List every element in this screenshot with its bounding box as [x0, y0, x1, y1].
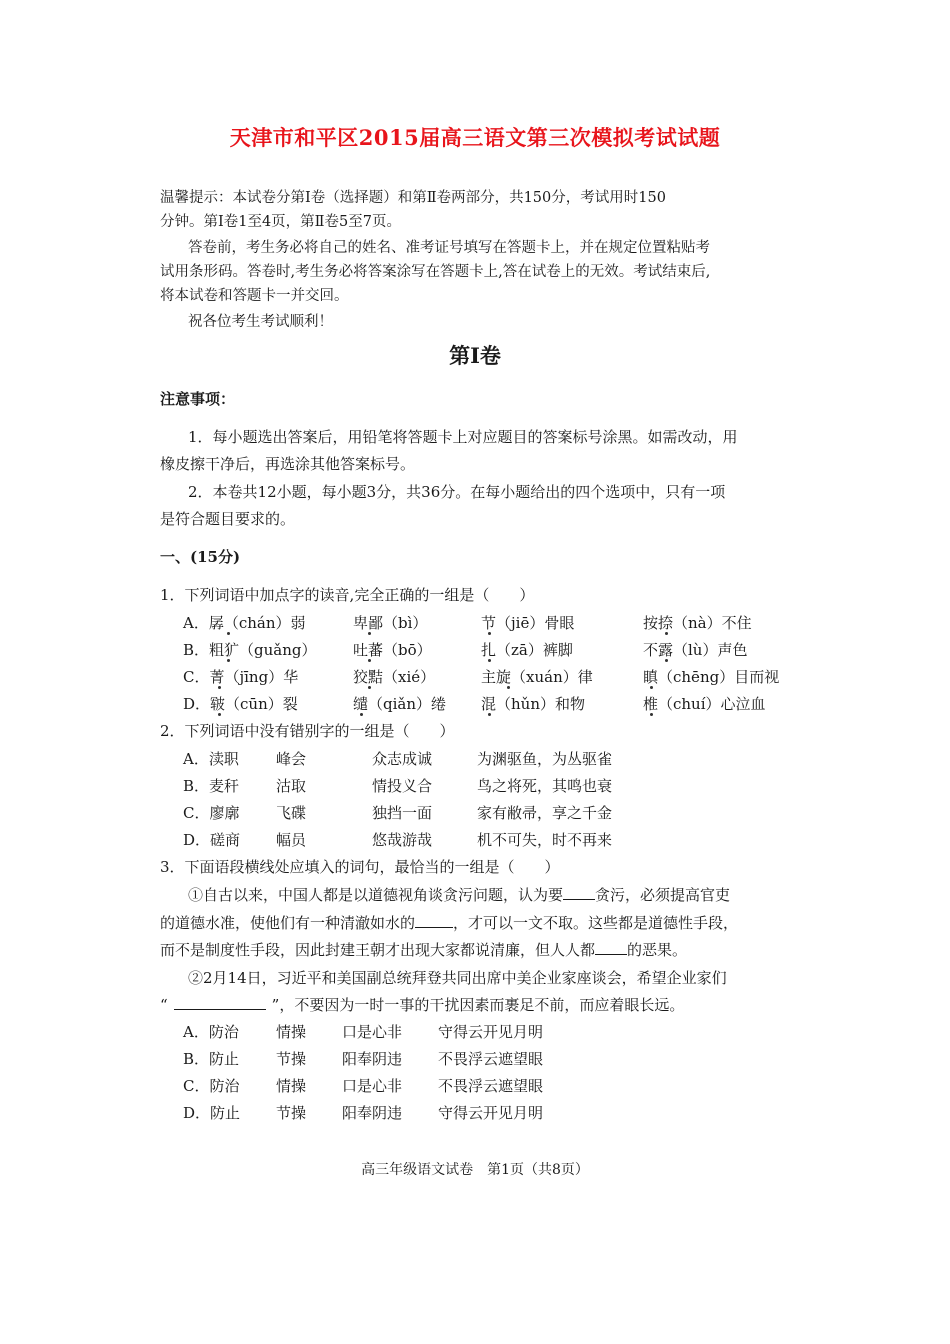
attention-item-2-line-1: 2．本卷共12小题，每小题3分，共36分。在每小题给出的四个选项中，只有一项: [188, 483, 726, 501]
q3-c-1: C．防治: [183, 1077, 240, 1095]
fill-blank: [563, 899, 595, 900]
q3-d-2: 节操: [276, 1104, 307, 1122]
q1-d-4: 椎（chuí）心泣血: [643, 695, 766, 713]
attention-item-1-line-2: 橡皮擦干净后，再选涂其他答案标号。: [160, 455, 416, 473]
emphasis-dot: [227, 632, 230, 635]
q1-a-3: 节（jiē）骨眼: [481, 614, 575, 632]
q2-d-4: 机不可失，时不再来: [477, 831, 613, 849]
emphasis-dot: [218, 713, 221, 716]
q1-b-2: 吐蕃（bō）: [353, 641, 432, 659]
attention-heading: 注意事项：: [160, 390, 236, 408]
q1-a-1: A．孱（chán）弱: [183, 614, 306, 632]
page-footer: 高三年级语文试卷 第1页（共8页）: [361, 1162, 589, 1178]
q1-c-2: 狡黠（xié）: [353, 668, 436, 686]
q3-passage-text: ，才可以一文不取。这些都是道德性手段，: [453, 914, 739, 932]
q3-passage-line-4: ②2月14日，习近平和美国副总统拜登共同出席中美企业家座谈会，希望企业家们: [188, 969, 727, 987]
q2-c-4: 家有敝帚，享之千金: [477, 804, 613, 822]
emphasis-dot: [650, 686, 653, 689]
notice-line-3: 答卷前，考生务必将自己的姓名、准考证号填写在答题卡上，并在规定位置粘贴考: [188, 240, 710, 256]
q3-passage-text: ”，不要因为一时一事的干扰因素而裹足不前，而应着眼长远。: [271, 996, 685, 1014]
q3-stem: 3．下面语段横线处应填入的词句，最恰当的一组是（ ）: [160, 858, 560, 876]
q2-d-1: D．磋商: [183, 831, 241, 849]
q3-passage-line-3: [160, 939, 687, 960]
emphasis-dot: [218, 686, 221, 689]
q1-b-4: 不露（lù）声色: [643, 641, 748, 659]
emphasis-dot: [665, 632, 668, 635]
notice-line-4: 试用条形码。答卷时,考生务必将答案涂写在答题卡上,答在试卷上的无效。考试结束后,: [160, 264, 711, 280]
q1-c-3: 主旋（xuán）律: [481, 668, 593, 686]
q2-c-3: 独挡一面: [372, 804, 433, 822]
attention-item-2-line-2: 是符合题目要求的。: [160, 510, 296, 528]
q2-c-2: 飞碟: [276, 804, 307, 822]
emphasis-dot: [368, 686, 371, 689]
q2-a-1: A．渎职: [183, 750, 239, 768]
emphasis-dot: [360, 713, 363, 716]
q3-passage-text: ①自古以来，中国人都是以道德视角谈贪污问题，认为要: [188, 886, 564, 904]
q1-d-2: 缱（qiǎn）绻: [353, 695, 447, 713]
section-title: 第Ⅰ卷: [449, 343, 501, 368]
q2-b-3: 情投义合: [372, 777, 433, 795]
q3-c-3: 口是心非: [342, 1077, 403, 1095]
q1-b-3: 扎（zā）裤脚: [481, 641, 573, 659]
q3-c-2: 情操: [276, 1077, 307, 1095]
emphasis-dot: [488, 659, 491, 662]
q2-a-3: 众志成诚: [372, 750, 433, 768]
q1-a-2: 卑鄙（bì）: [353, 614, 428, 632]
q3-passage-text: 的道德水准，使他们有一种清澈如水的: [160, 914, 416, 932]
q3-d-4: 守得云开见月明: [438, 1104, 544, 1122]
q1-d-1: D．皲（cūn）裂: [183, 695, 298, 713]
notice-line-2: 分钟。第Ⅰ卷1至4页，第Ⅱ卷5至7页。: [160, 214, 401, 230]
q2-stem: 2．下列词语中没有错别字的一组是（ ）: [160, 722, 455, 740]
q3-passage-line-5: [160, 994, 684, 1015]
q3-a-2: 情操: [276, 1023, 307, 1041]
fill-blank: [174, 1009, 266, 1010]
q3-a-4: 守得云开见月明: [438, 1023, 544, 1041]
q2-b-1: B．麦秆: [183, 777, 240, 795]
q3-passage-text: 而不是制度性手段，因此封建王朝才出现大家都说清廉，但人人都: [160, 941, 596, 959]
emphasis-dot: [507, 686, 510, 689]
q1-a-4: 按捺（nà）不住: [643, 614, 752, 632]
q2-a-4: 为渊驱鱼，为丛驱雀: [477, 750, 613, 768]
q1-c-4: 瞋（chēng）目而视: [643, 668, 780, 686]
q1-b-1: B．粗犷（guǎng）: [183, 641, 317, 659]
q3-passage-text: 的恶果。: [627, 941, 688, 959]
q2-b-4: 鸟之将死，其鸣也衰: [477, 777, 613, 795]
q2-d-3: 悠哉游哉: [372, 831, 433, 849]
q3-b-1: B．防止: [183, 1050, 240, 1068]
q3-d-1: D．防止: [183, 1104, 241, 1122]
notice-line-6: 祝各位考生考试顺利！: [188, 314, 333, 330]
q3-b-4: 不畏浮云遮望眼: [438, 1050, 544, 1068]
q3-passage-text: “: [160, 996, 168, 1014]
q2-d-2: 幅员: [276, 831, 307, 849]
part-1-heading: 一、(15分): [160, 548, 241, 566]
q3-d-3: 阳奉阴违: [342, 1104, 403, 1122]
notice-line-5: 将本试卷和答题卡一并交回。: [160, 288, 349, 304]
exam-title: 天津市和平区2015届高三语文第三次模拟考试试题: [229, 125, 721, 150]
emphasis-dot: [488, 713, 491, 716]
q3-b-3: 阳奉阴违: [342, 1050, 403, 1068]
fill-blank: [415, 927, 453, 928]
emphasis-dot: [488, 632, 491, 635]
q2-a-2: 峰会: [276, 750, 307, 768]
attention-item-1-line-1: 1．每小题选出答案后，用铅笔将答题卡上对应题目的答案标号涂黑。如需改动，用: [188, 428, 738, 446]
notice-line-1: 温馨提示：本试卷分第Ⅰ卷（选择题）和第Ⅱ卷两部分，共150分，考试用时150: [160, 190, 666, 206]
q3-passage-text: 贪污，必须提高官吏: [595, 886, 731, 904]
q3-b-2: 节操: [276, 1050, 307, 1068]
q3-c-4: 不畏浮云遮望眼: [438, 1077, 544, 1095]
q3-a-3: 口是心非: [342, 1023, 403, 1041]
emphasis-dot: [650, 713, 653, 716]
emphasis-dot: [368, 659, 371, 662]
q3-a-1: A．防治: [183, 1023, 239, 1041]
q2-c-1: C．廖廓: [183, 804, 240, 822]
q1-stem: 1．下列词语中加点字的读音,完全正确的一组是（ ）: [160, 586, 535, 604]
q3-passage-line-2: [160, 912, 738, 933]
q3-passage-line-1: [188, 884, 730, 905]
fill-blank: [595, 954, 627, 955]
q1-d-3: 混（hǔn）和物: [481, 695, 585, 713]
emphasis-dot: [227, 659, 230, 662]
emphasis-dot: [665, 659, 668, 662]
q2-b-2: 沽取: [276, 777, 307, 795]
emphasis-dot: [368, 632, 371, 635]
q1-c-1: C．菁（jīng）华: [183, 668, 299, 686]
